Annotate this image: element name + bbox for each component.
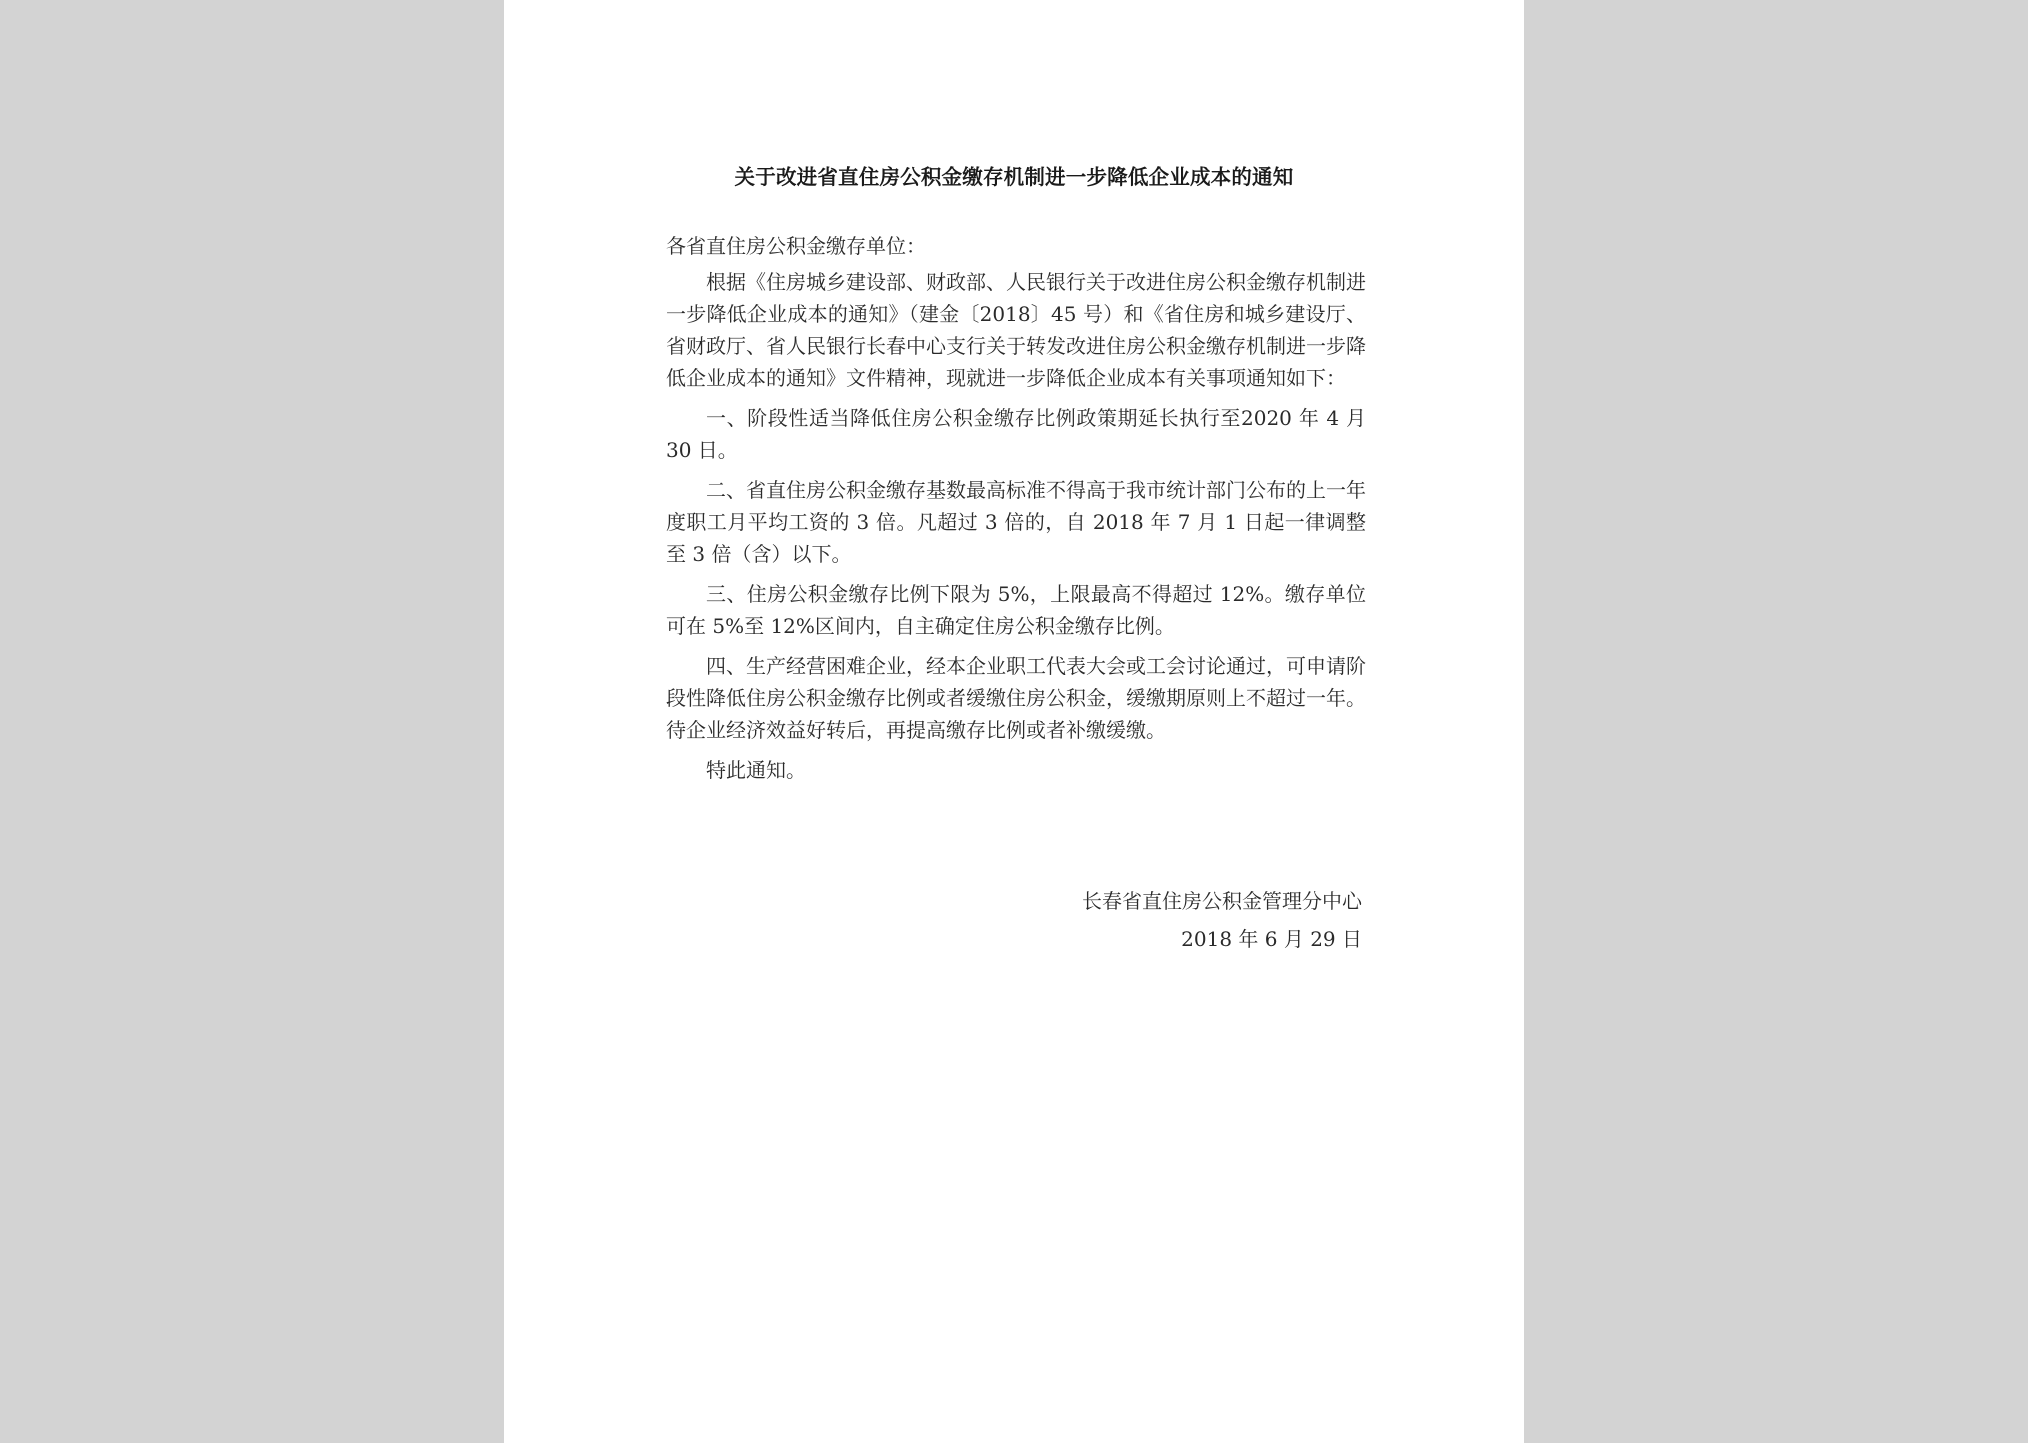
document-title: 关于改进省直住房公积金缴存机制进一步降低企业成本的通知 [734, 165, 1294, 189]
signature-block [1082, 882, 1362, 958]
document-body [666, 230, 1366, 786]
paragraph-item-4: 四、生产经营困难企业，经本企业职工代表大会或工会讨论通过，可申请阶段性降低住房公积金缴存比例或者缓缴住房公积金，缓缴期原则上不超过一年。待企业经济效益好转后，再提高缴存比例或者补缴缓缴。 [666, 654, 1366, 742]
paragraph-item-3: 三、住房公积金缴存比例下限为 5%，上限最高不得超过 12%。缴存单位可在 5%至 12%区间内，自主确定住房公积金缴存比例。 [666, 582, 1366, 638]
signature-organization: 长春省直住房公积金管理分中心 [1082, 889, 1362, 913]
signature-date: 2018 年 6 月 29 日 [1181, 927, 1362, 951]
paragraph-intro: 根据《住房城乡建设部、财政部、人民银行关于改进住房公积金缴存机制进一步降低企业成本的通知》（建金〔2018〕45 号）和《省住房和城乡建设厅、省财政厅、省人民银行长春中心支行关于转发改进住房公积金缴存机制进一步降低企业成本的通知》文件精神，现就进一步降低企业成本有关事项通知如下： [666, 270, 1366, 390]
closing-remark: 特此通知。 [706, 758, 806, 782]
document-page [504, 0, 1524, 1443]
paragraph-item-2: 二、省直住房公积金缴存基数最高标准不得高于我市统计部门公布的上一年度职工月平均工资的 3 倍。凡超过 3 倍的，自 2018 年 7 月 1 日起一律调整至 3 倍（含）以下。 [666, 478, 1366, 566]
paragraph-item-1: 一、阶段性适当降低住房公积金缴存比例政策期延长执行至2020 年 4 月 30 日。 [666, 406, 1366, 462]
salutation: 各省直住房公积金缴存单位： [666, 234, 926, 258]
